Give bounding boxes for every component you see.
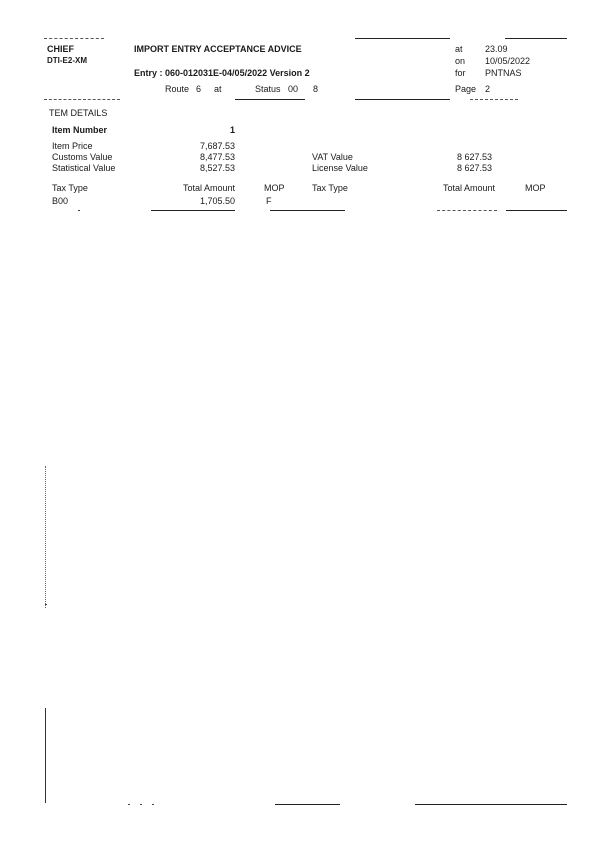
bottom-dot-c (152, 804, 154, 805)
item-number-value: 1 (229, 125, 235, 135)
tax-type-header-left: Tax Type (52, 183, 88, 193)
mop-header-left: MOP (264, 183, 285, 193)
statistical-value-value: 8,527.53 (199, 163, 235, 173)
mop-cell: F (266, 196, 272, 206)
header-rule-mid-b (355, 99, 450, 100)
margin-dot (45, 604, 47, 605)
header-rule-mid-a (235, 99, 305, 100)
system-name: CHIEF (47, 44, 74, 54)
customs-value-label: Customs Value (52, 152, 113, 162)
bottom-dot-a (128, 804, 130, 805)
vat-value-value: 8 627.53 (456, 152, 492, 162)
statistical-value-label: Statistical Value (52, 163, 116, 173)
item-price-value: 7,687.53 (199, 141, 235, 151)
page-label: Page (455, 84, 477, 94)
table-rule-mop (270, 210, 345, 211)
total-amount-cell: 1,705.50 (199, 196, 235, 206)
table-rule-right-b (506, 210, 567, 211)
bottom-rule-mid (275, 804, 340, 805)
header-rule-right (470, 99, 518, 100)
route-at-label: at (214, 84, 222, 94)
item-number-label: Item Number (52, 125, 108, 135)
top-rule-left (44, 38, 104, 39)
vat-value-label: VAT Value (312, 152, 353, 162)
margin-mark-lower (45, 708, 46, 803)
total-amount-header-right: Total Amount (442, 183, 495, 193)
tax-type-cell: B00 (52, 196, 69, 206)
licence-value-value: 8 627.53 (456, 163, 492, 173)
margin-mark-upper (45, 466, 46, 608)
page-number: 2 (485, 84, 491, 94)
date-value: 10/05/2022 (485, 56, 531, 66)
system-code: DTI-E2-XM (47, 56, 87, 65)
top-rule-right (505, 38, 567, 39)
tax-type-header-right: Tax Type (312, 183, 348, 193)
entry-line: Entry : 060-012031E-04/05/2022 Version 2 (134, 68, 310, 78)
table-rule-right-a (437, 210, 497, 211)
header-rule-left (44, 99, 120, 100)
status-label: Status (255, 84, 281, 94)
route-label: Route (165, 84, 190, 94)
for-label: for (455, 68, 466, 78)
section-title: TEM DETAILS (49, 108, 108, 118)
table-rule-amount (151, 210, 235, 211)
status-code: 00 (288, 84, 299, 94)
bottom-rule-right (415, 804, 567, 805)
time-value: 23.09 (485, 44, 508, 54)
document-title: IMPORT ENTRY ACCEPTANCE ADVICE (134, 44, 302, 54)
mop-header-right: MOP (525, 183, 546, 193)
status-value: 8 (313, 84, 319, 94)
total-amount-header-left: Total Amount (182, 183, 235, 193)
item-price-label: Item Price (52, 141, 93, 151)
at-label: at (455, 44, 463, 54)
dot-mark (78, 210, 80, 211)
on-label: on (455, 56, 466, 66)
top-rule-mid (355, 38, 450, 39)
customs-value-value: 8,477.53 (199, 152, 235, 162)
bottom-dot-b (140, 804, 142, 805)
route-value: 6 (196, 84, 202, 94)
licence-value-label: License Value (312, 163, 368, 173)
for-value: PNTNAS (485, 68, 522, 78)
